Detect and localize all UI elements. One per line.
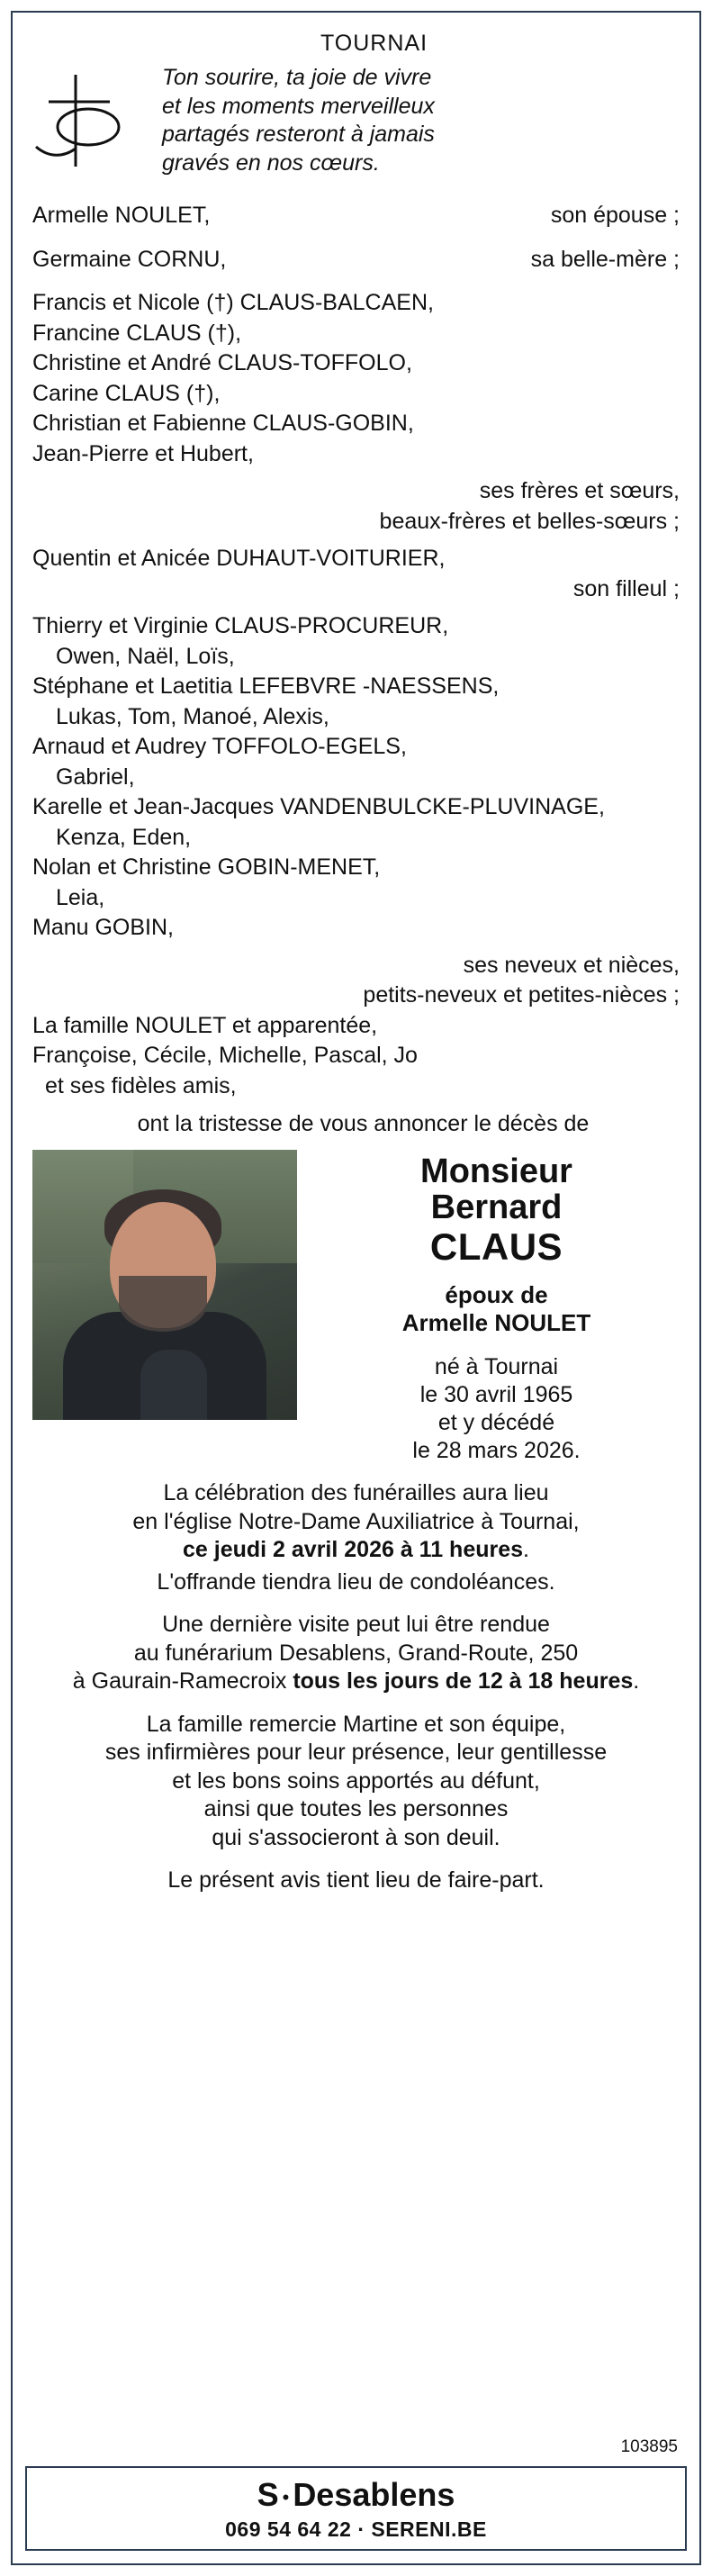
brand-initial: S [257,2475,279,2513]
poem-line: Ton sourire, ta joie de vivre [162,65,432,90]
brand-logo [257,2476,455,2514]
nephew-name: Nolan et Christine GOBIN-MENET, [32,854,381,880]
thanks-line: et les bons soins apportés au défunt, [172,1767,540,1794]
siblings-relation: ses frères et sœurs, [479,478,680,503]
mother-in-law-relation: sa belle-mère ; [530,246,680,272]
poem-line: et les moments merveilleux [162,93,435,119]
ceremony-period: . [523,1537,529,1563]
nephew-children: Lukas, Tom, Manoé, Alexis, [56,703,329,729]
extended-family: et ses fidèles amis, [45,1072,237,1098]
reference-number: 103895 [620,2437,678,2456]
birth-death-info [313,1353,680,1465]
birth-line: et y décédé [437,1410,555,1436]
announcement-line: ont la tristesse de vous annoncer le décès de [137,1111,590,1136]
ceremony-datetime: ce jeudi 2 avril 2026 à 11 heures [183,1537,524,1563]
brand-separator-icon: • [282,2485,290,2508]
godson-relation: son filleul ; [572,575,680,601]
cross-icon [32,64,158,176]
deceased-details [297,1150,680,1465]
ceremony-datetime-line [32,1536,680,1565]
spouse-row [32,201,680,230]
city-name: TOURNAI [320,31,428,56]
sibling-name: Carine CLAUS (†), [32,380,221,406]
sibling-name: Francis et Nicole (†) CLAUS-BALCAEN, [32,290,434,315]
spouse-name: Armelle NOULET, [32,203,211,228]
ceremony-paragraph [32,1479,680,1565]
extended-family: La famille NOULET et apparentée, [32,1012,378,1038]
visit-period: . [633,1668,640,1695]
spouse-of-name: Armelle NOULET [401,1309,591,1337]
sibling-name: Francine CLAUS (†), [32,320,242,346]
death-notice-card [11,11,701,2565]
brand-name: Desablens [293,2475,455,2513]
poem-text [158,64,680,177]
extended-family: Françoise, Cécile, Michelle, Pascal, Jo [32,1043,418,1068]
sibling-name: Christine et André CLAUS-TOFFOLO, [32,350,412,375]
godson-name: Quentin et Anicée DUHAUT-VOITURIER, [32,546,446,571]
birth-line: le 30 avril 1965 [419,1382,573,1408]
ceremony-line: en l'église Notre-Dame Auxiliatrice à Tournai, [132,1508,580,1534]
ceremony-line: La célébration des funérailles aura lieu [163,1480,549,1506]
poem-line: gravés en nos cœurs. [162,149,380,176]
header-row [32,64,680,177]
spouse-relation: son épouse ; [550,203,680,228]
funeral-home-footer [25,2466,687,2551]
visit-place: à Gaurain-Ramecroix [72,1668,293,1695]
visit-line: au funérarium Desablens, Grand-Route, 250 [133,1640,579,1666]
mother-in-law-row [32,245,680,275]
nephew-name: Thierry et Virginie CLAUS-PROCUREUR, [32,613,449,638]
deceased-title: Monsieur [420,1152,572,1190]
visit-hours: tous les jours de 12 à 18 heures [293,1668,634,1695]
visit-line: Une dernière visite peut lui être rendue [162,1612,550,1638]
offering-line: L'offrande tiendra lieu de condoléances. [157,1568,555,1595]
nephew-children: Leia, [56,884,105,910]
poem-line: partagés resteront à jamais [162,122,435,147]
deceased-block [32,1150,680,1465]
nephew-children: Owen, Naël, Loïs, [56,643,235,669]
nephews-relation: ses neveux et nièces, [463,952,680,978]
nephew-name: Arnaud et Audrey TOFFOLO-EGELS, [32,734,407,759]
nephews-relation: petits-neveux et petites-nièces ; [363,982,680,1008]
nephew-name: Manu GOBIN, [32,915,174,940]
family-list [32,201,680,1100]
birth-line: le 28 mars 2026. [412,1438,581,1464]
nephew-name: Stéphane et Laetitia LEFEBVRE -NAESSENS, [32,673,500,699]
thanks-line: ainsi que toutes les personnes [203,1796,509,1822]
sibling-name: Christian et Fabienne CLAUS-GOBIN, [32,411,414,436]
contact-info: 069 54 64 22 · SERENI.BE [225,2517,487,2541]
portrait-photo [32,1150,297,1420]
thanks-line: qui s'associeront à son deuil. [212,1824,500,1850]
nephew-children: Kenza, Eden, [56,824,192,850]
deceased-last-name: CLAUS [429,1225,563,1268]
thanks-line: ses infirmières pour leur présence, leur gentillesse [104,1740,608,1766]
thanks-paragraph [32,1711,680,1853]
thanks-line: La famille remercie Martine et son équipe, [146,1711,566,1737]
deceased-first-name: Bernard [430,1189,563,1227]
nephew-name: Karelle et Jean-Jacques VANDENBULCKE-PLUVINAGE, [32,794,605,819]
sibling-name: Jean-Pierre et Hubert, [32,440,254,466]
spouse-of-label: époux de [445,1280,548,1308]
visit-hours-line [32,1668,680,1696]
visit-paragraph [32,1611,680,1696]
faire-part-line: Le présent avis tient lieu de faire-part. [167,1867,545,1894]
mother-in-law-name: Germaine CORNU, [32,246,227,272]
birth-line: né à Tournai [434,1354,559,1380]
siblings-relation: beaux-frères et belles-sœurs ; [379,508,680,534]
nephew-children: Gabriel, [56,764,135,790]
